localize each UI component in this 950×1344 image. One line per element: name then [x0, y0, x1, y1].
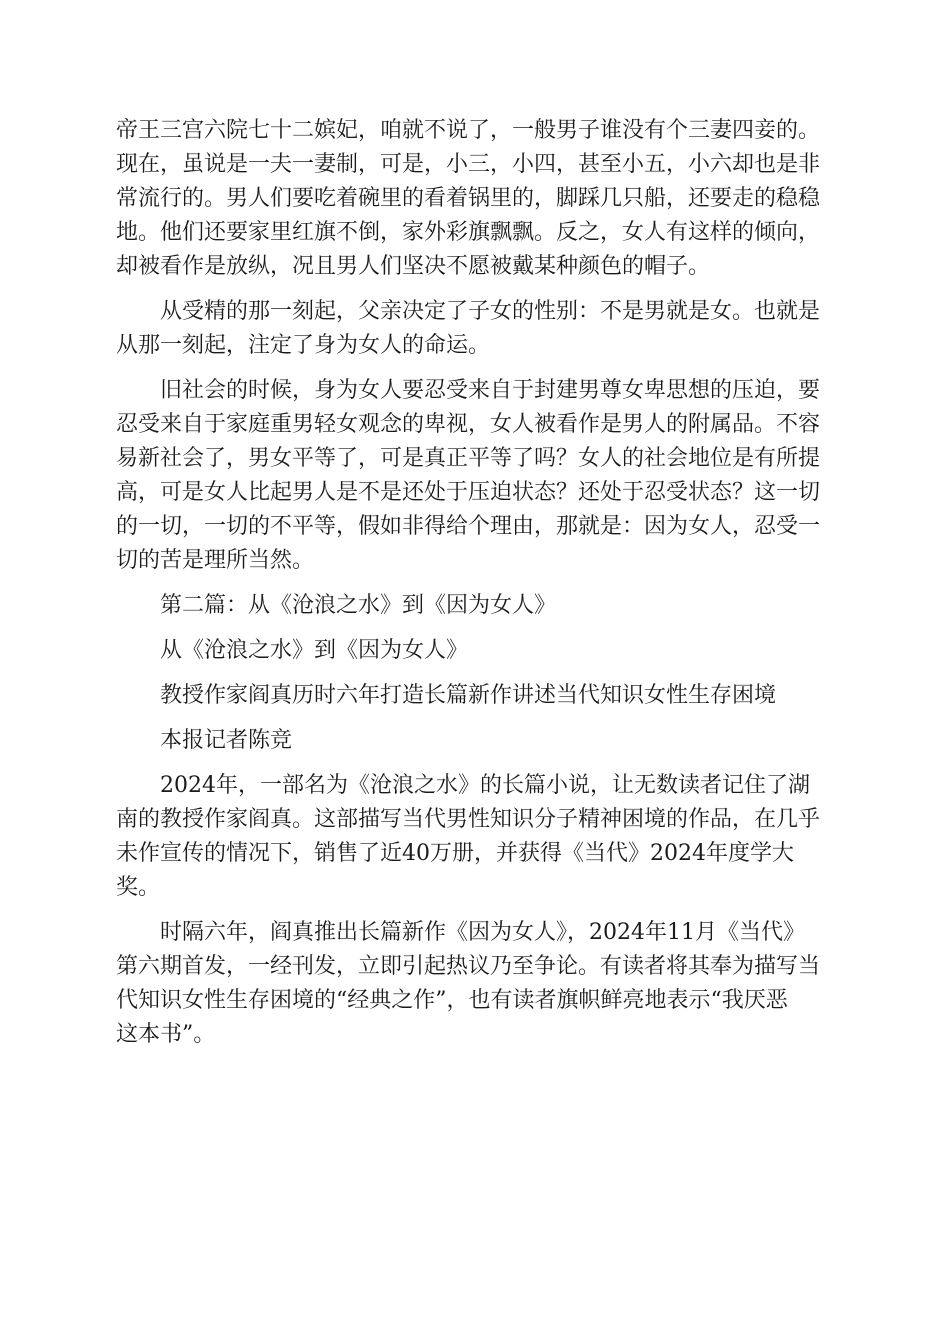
article-subtitle — [116, 679, 832, 713]
text-line: 地。他们还要家里红旗不倒，家外彩旗飘飘。反之，女人有这样的倾向， — [116, 220, 821, 245]
text-line: 易新社会了，男女平等了，可是真正平等了吗？女人的社会地位是有所提 — [116, 446, 821, 471]
text-line: 时隔六年，阎真推出长篇新作《因为女人》，2024年11月《当代》 — [160, 920, 805, 945]
text-line: 从《沧浪之水》到《因为女人》 — [160, 638, 469, 663]
text-line: 未作宣传的情况下，销售了近40万册，并获得《当代》2024年度学大 — [116, 841, 794, 866]
text-line: 高，可是女人比起男人是不是还处于压迫状态？还处于忍受状态？这一切 — [116, 480, 821, 505]
document-page — [116, 114, 832, 1052]
text-line: 切的苦是理所当然。 — [116, 548, 315, 573]
text-line: 教授作家阎真历时六年打造长篇新作讲述当代知识女性生存困境 — [160, 683, 777, 708]
text-line: 2024年，一部名为《沧浪之水》的长篇小说，让无数读者记住了湖 — [160, 773, 810, 798]
text-line: 忍受来自于家庭重男轻女观念的卑视，女人被看作是男人的附属品。不容 — [116, 412, 821, 437]
text-line: 第二篇：从《沧浪之水》到《因为女人》 — [160, 593, 557, 618]
paragraph-1 — [116, 114, 832, 284]
text-line: 奖。 — [116, 875, 161, 900]
byline — [116, 724, 832, 758]
text-line: 常流行的。男人们要吃着碗里的看着锅里的，脚踩几只船，还要走的稳稳 — [116, 186, 821, 211]
text-line: 本报记者陈竞 — [160, 728, 293, 753]
text-line: 这本书”。 — [116, 1022, 216, 1047]
paragraph-5 — [116, 916, 832, 1052]
section-heading — [116, 589, 832, 623]
text-line: 代知识女性生存困境的“经典之作”，也有读者旗帜鲜亮地表示“我厌恶 — [116, 988, 788, 1013]
text-line: 现在，虽说是一夫一妻制，可是，小三，小四，甚至小五，小六却也是非 — [116, 152, 821, 177]
text-line: 从那一刻起，注定了身为女人的命运。 — [116, 333, 491, 358]
paragraph-2 — [116, 295, 832, 363]
text-line: 第六期首发，一经刊发，立即引起热议乃至争论。有读者将其奉为描写当 — [116, 954, 821, 979]
text-line: 从受精的那一刻起，父亲决定了子女的性别：不是男就是女。也就是 — [160, 299, 821, 324]
text-line: 的一切，一切的不平等，假如非得给个理由，那就是：因为女人，忍受一 — [116, 514, 821, 539]
text-line: 却被看作是放纵，况且男人们坚决不愿被戴某种颜色的帽子。 — [116, 254, 711, 279]
article-title — [116, 634, 832, 668]
text-line: 南的教授作家阎真。这部描写当代男性知识分子精神困境的作品，在几乎 — [116, 807, 821, 832]
text-line: 帝王三宫六院七十二嫔妃，咱就不说了，一般男子谁没有个三妻四妾的。 — [116, 118, 821, 143]
paragraph-3 — [116, 374, 832, 578]
text-line: 旧社会的时候，身为女人要忍受来自于封建男尊女卑思想的压迫，要 — [160, 378, 821, 403]
paragraph-4 — [116, 769, 832, 905]
